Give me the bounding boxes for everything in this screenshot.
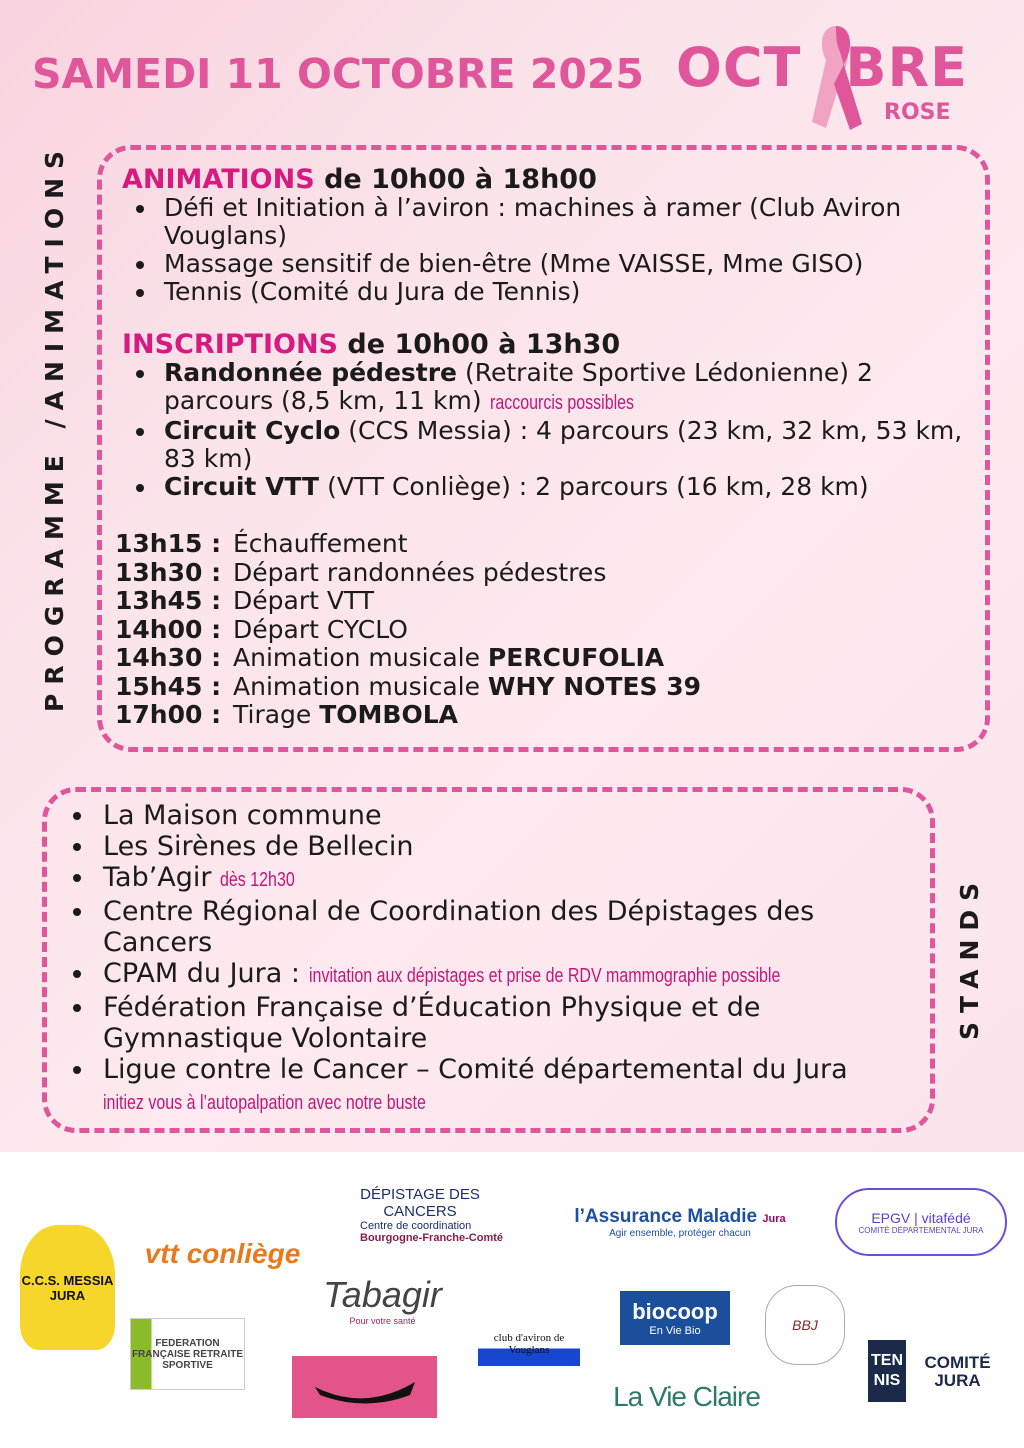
sirenes-bellecin-logo — [292, 1356, 437, 1418]
pink-ribbon-icon — [808, 22, 864, 132]
programme-side-label: PROGRAMME /ANIMATIONS — [40, 141, 69, 712]
event-date-title: SAMEDI 11 OCTOBRE 2025 — [32, 50, 644, 98]
depistage-cancers-logo: DÉPISTAGE DES CANCERS Centre de coordination Bourgogne-Franche-Comté — [360, 1185, 503, 1244]
stand-item: Centre Régional de Coordination des Dépistages des Cancers — [70, 896, 920, 958]
octobre-rose-logo: OCT BRE — [676, 36, 969, 99]
biocoop-logo: biocoop En Vie Bio — [620, 1291, 730, 1345]
stand-item: CPAM du Jura : invitation aux dépistages et prise de RDV mammographie possible — [70, 958, 920, 992]
inscriptions-heading: INSCRIPTIONS — [122, 329, 338, 360]
stand-item: Tab’Agir dès 12h30 — [70, 862, 920, 896]
animations-section — [122, 166, 972, 306]
schedule-row: 13h30 : Départ randonnées pédestres — [115, 557, 607, 587]
list-item: Randonnée pédestre (Retraite Sportive Lédonienne) 2 parcours (8,5 km, 11 km) raccourcis possibles — [122, 359, 982, 417]
stand-item: Fédération Française d’Éducation Physique et de Gymnastique Volontaire — [70, 992, 920, 1054]
animations-hours: de 10h00 à 18h00 — [314, 164, 597, 195]
schedule-row: 17h00 : Tirage TOMBOLA — [115, 700, 459, 729]
list-item: Circuit VTT (VTT Conliège) : 2 parcours (16 km, 28 km) — [122, 473, 982, 501]
stand-item: La Maison commune — [70, 800, 920, 831]
stand-item: Les Sirènes de Bellecin — [70, 831, 920, 862]
schedule-row: 15h45 : Animation musicale WHY NOTES 39 — [115, 671, 702, 701]
tennis-logo: TEN NIS — [868, 1340, 906, 1402]
schedule-row: 14h00 : Départ CYCLO — [115, 614, 408, 644]
list-item: Massage sensitif de bien-être (Mme VAISSE, Mme GISO) — [122, 250, 972, 278]
list-item: Défi et Initiation à l’aviron : machines à ramer (Club Aviron Vouglans) — [122, 194, 972, 250]
tabagir-logo: Tabagir Pour votre santé — [323, 1274, 442, 1326]
assurance-maladie-logo: l’Assurance Maladie Jura Agir ensemble, protéger chacun — [574, 1206, 786, 1239]
la-vie-claire-logo: La Vie Claire — [613, 1381, 760, 1412]
stands-list — [70, 800, 920, 1119]
inscriptions-hours: de 10h00 à 13h30 — [338, 329, 621, 360]
list-item: Circuit Cyclo (CCS Messia) : 4 parcours (23 km, 32 km, 53 km, 83 km) — [122, 417, 982, 473]
epgv-logo: EPGV | vitafédé COMITÉ DÉPARTEMENTAL JURA — [835, 1188, 1007, 1256]
aviron-vouglans-logo: club d'aviron de Vouglans — [478, 1300, 580, 1388]
stand-item: Ligue contre le Cancer – Comité départemental du Jura initiez vous à l’autopalpation avec notre buste — [70, 1054, 920, 1119]
schedule-row: 13h15 : Échauffement — [115, 529, 408, 558]
rose-label: ROSE — [884, 100, 951, 125]
dragon-boat-icon — [310, 1367, 420, 1407]
list-item: Tennis (Comité du Jura de Tennis) — [122, 278, 972, 306]
comite-jura-label: COMITÉ JURA — [924, 1353, 991, 1390]
schedule — [115, 530, 701, 730]
inscriptions-section — [122, 331, 982, 501]
stands-side-label: STANDS — [955, 873, 984, 1040]
schedule-row: 13h45 : Départ VTT — [115, 586, 375, 615]
ccs-messia-logo: C.C.S. MESSIA JURA — [20, 1225, 115, 1350]
animations-heading: ANIMATIONS — [122, 164, 315, 195]
retraite-sportive-logo: FEDERATION FRANÇAISE RETRAITE SPORTIVE — [130, 1318, 245, 1390]
vtt-conliege-logo: vtt conliège — [144, 1238, 301, 1269]
bbj-logo: BBJ — [765, 1285, 845, 1365]
schedule-row: 14h30 : Animation musicale PERCUFOLIA — [115, 643, 665, 672]
